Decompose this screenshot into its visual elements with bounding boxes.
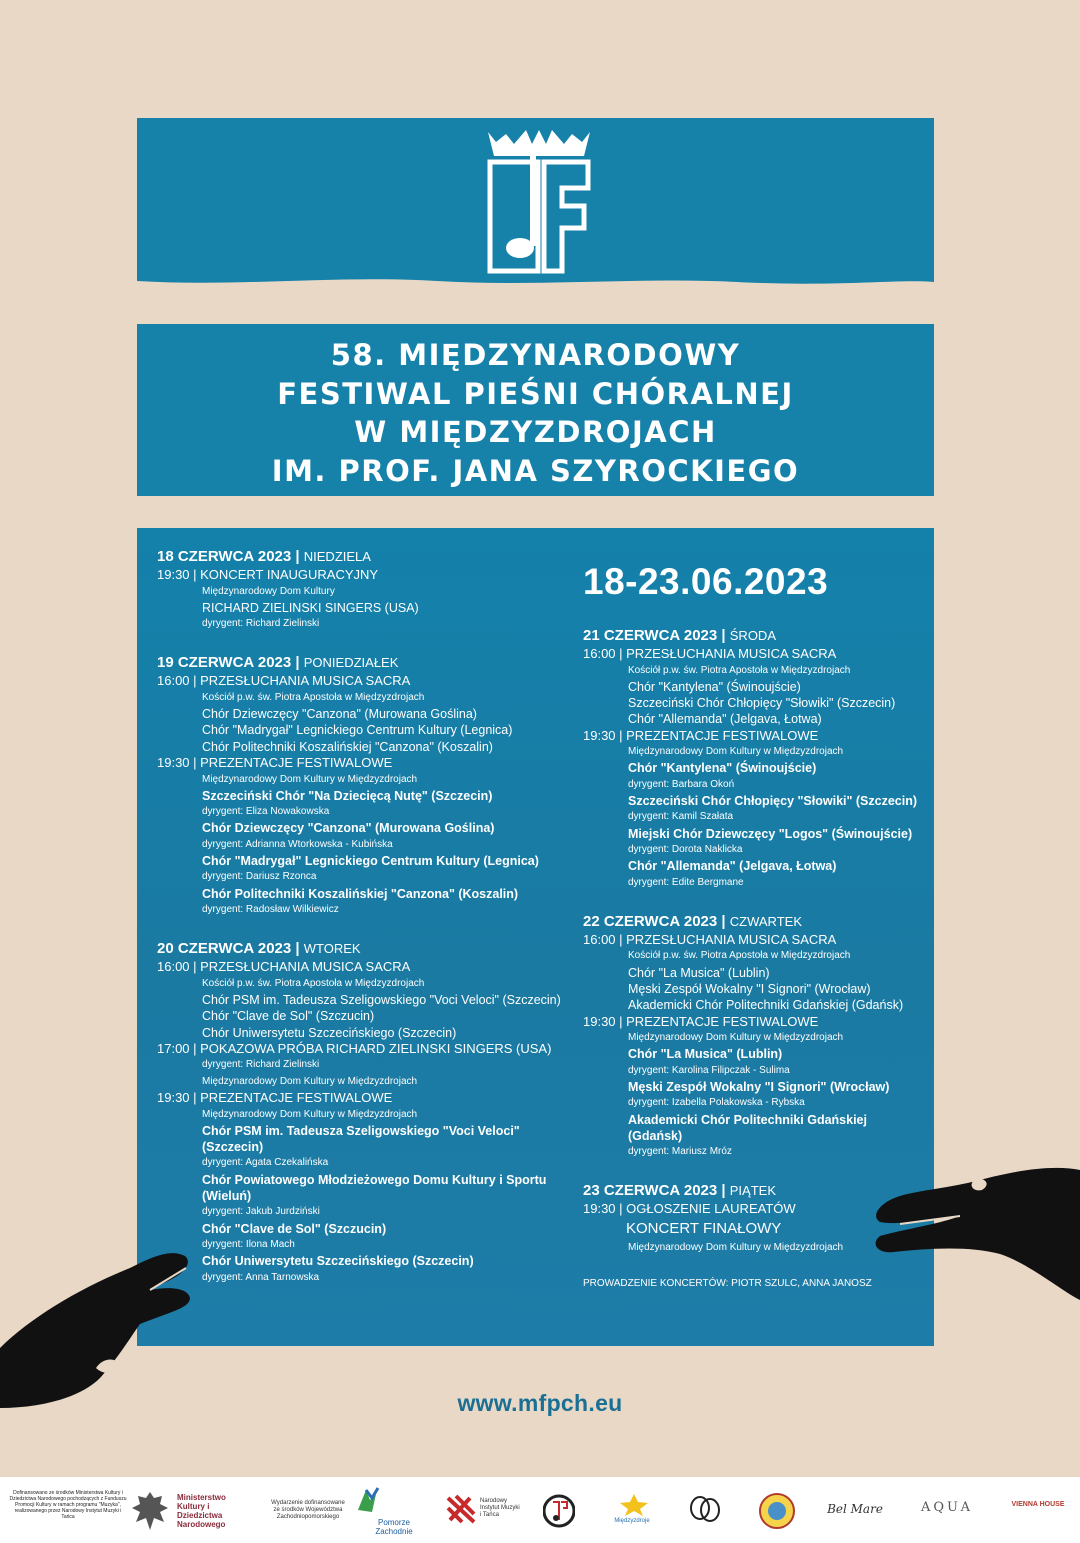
- day-heading: 19 CZERWCA 2023 | PONIEDZIAŁEK: [157, 654, 399, 672]
- mfpch-small-icon: [543, 1494, 575, 1528]
- aqua-logo: AQUA: [921, 1500, 973, 1515]
- wave-edge: [137, 273, 934, 289]
- conductor: dyrygent: Mariusz Mróz: [628, 1146, 732, 1158]
- performer: Chór "Madrygał" Legnickiego Centrum Kultury (Legnica): [202, 854, 539, 869]
- event-location: Międzynarodowy Dom Kultury w Międzyzdrojach: [628, 746, 844, 758]
- concert-hosts: PROWADZENIE KONCERTÓW: PIOTR SZULC, ANNA JANOSZ: [583, 1278, 872, 1290]
- event-heading: 16:00 | PRZESŁUCHANIA MUSICA SACRA: [157, 959, 411, 975]
- day-date: 18 CZERWCA 2023: [157, 548, 292, 565]
- day-heading: 20 CZERWCA 2023 | WTOREK: [157, 940, 361, 958]
- vienna-house-logo: VIENNA HOUSE: [1011, 1501, 1065, 1508]
- day-18: [157, 547, 562, 632]
- miedzyzdroje-star-icon: [616, 1492, 652, 1516]
- performer: Chór "Allemanda" (Jelgava, Łotwa): [628, 859, 837, 874]
- performer: RICHARD ZIELINSKI SINGERS (USA): [202, 600, 419, 615]
- conductor: dyrygent: Jakub Jurdziński: [202, 1206, 320, 1218]
- conductor: dyrygent: Anna Tarnowska: [202, 1271, 320, 1283]
- day-weekday: PONIEDZIAŁEK: [303, 655, 399, 671]
- festival-logo-icon: [486, 128, 592, 274]
- conductor: dyrygent: Kamil Szałata: [628, 811, 734, 823]
- event-heading: 19:30 | KONCERT INAUGURACYJNY: [157, 567, 379, 582]
- conductor: dyrygent: Karolina Filipczak - Sulima: [628, 1064, 790, 1076]
- day-date: 22 CZERWCA 2023: [583, 912, 718, 930]
- pomorze-logo: Pomorze Zachodnie: [375, 1518, 413, 1536]
- performer: Akademicki Chór Politechniki Gdańskiej (Gdańsk): [628, 1112, 867, 1143]
- performer: Chór "La Musica" (Lublin): [628, 1047, 783, 1062]
- performer: Szczeciński Chór "Na Dziecięcą Nutę" (Szczecin): [202, 788, 493, 803]
- conductor: dyrygent: Ilona Mach: [202, 1238, 295, 1250]
- day-weekday: PIĄTEK: [729, 1183, 777, 1199]
- day-heading: 23 CZERWCA 2023 | PIĄTEK: [583, 1182, 777, 1200]
- performer: Szczeciński Chór Chłopięcy "Słowiki" (Szczecin): [628, 794, 918, 809]
- performer: Chór Dziewczęcy "Canzona" (Murowana Goślina): [202, 707, 477, 722]
- website-link[interactable]: www.mfpch.eu: [457, 1390, 623, 1416]
- final-concert-title: KONCERT FINAŁOWY: [626, 1219, 782, 1237]
- event-heading: 16:00 | PRZESŁUCHANIA MUSICA SACRA: [583, 646, 837, 661]
- day-weekday: WTOREK: [303, 941, 361, 957]
- title-line: 58. MIĘDZYNARODOWY: [330, 338, 741, 372]
- performer: Chór "Clave de Sol" (Szczucin): [202, 1009, 375, 1024]
- event-heading: 16:00 | PRZESŁUCHANIA MUSICA SACRA: [157, 673, 411, 689]
- performer: Chór "Allemanda" (Jelgava, Łotwa): [628, 712, 822, 727]
- festival-title: [137, 336, 934, 490]
- title-line: FESTIWAL PIEŚNI CHÓRALNEJ: [277, 376, 794, 411]
- performer: Chór Uniwersytetu Szczecińskiego (Szczecin): [202, 1025, 457, 1040]
- voivodeship-note: Wydarzenie dofinansowane ze środków Województwa Zachodniopomorskiego: [271, 1500, 345, 1520]
- bel-mare-logo: Bel Mare: [827, 1502, 883, 1516]
- event-location: Kościół p.w. św. Piotra Apostoła w Międzyzdrojach: [628, 950, 851, 962]
- day-date: 19 CZERWCA 2023: [157, 654, 292, 672]
- nimit-logo: Narodowy Instytut Muzyki i Tańca: [480, 1498, 520, 1518]
- day-date: 23 CZERWCA 2023: [583, 1182, 718, 1200]
- event-heading: 16:00 | PRZESŁUCHANIA MUSICA SACRA: [583, 931, 837, 947]
- polish-eagle-icon: [130, 1490, 170, 1532]
- day-date: 21 CZERWCA 2023: [583, 627, 718, 644]
- day-weekday: CZWARTEK: [729, 913, 802, 929]
- conductor: dyrygent: Richard Zielinski: [202, 618, 320, 630]
- event-location: Międzynarodowy Dom Kultury w Międzyzdrojach: [628, 1241, 844, 1253]
- performer: Chór "Madrygał" Legnickiego Centrum Kultury (Legnica): [202, 723, 513, 738]
- event-heading: 19:30 | PREZENTACJE FESTIWALOWE: [157, 755, 393, 771]
- performer: Chór PSM im. Tadeusza Szeligowskiego "Voci Veloci" (Szczecin): [202, 993, 561, 1008]
- schedule-left-column: [157, 547, 562, 1307]
- ministry-logo: Ministerstwo Kultury i Dziedzictwa Narodowego: [177, 1493, 226, 1529]
- day-20: [157, 939, 562, 1286]
- event-location: Kościół p.w. św. Piotra Apostoła w Międzyzdrojach: [628, 664, 851, 676]
- conductor: dyrygent: Adrianna Wtorkowska - Kubińska: [202, 838, 393, 850]
- day-heading: 18 CZERWCA 2023 | NIEDZIELA: [157, 548, 371, 565]
- miedzyzdroje-logo: Międzyzdroje: [614, 1518, 650, 1524]
- title-line: W MIĘDZYZDROJACH: [354, 415, 717, 449]
- performer: Chór Uniwersytetu Szczecińskiego (Szczecin): [202, 1254, 474, 1269]
- event-location: Międzynarodowy Dom Kultury w Międzyzdrojach: [202, 1108, 418, 1120]
- conductor: dyrygent: Barbara Okoń: [628, 778, 735, 790]
- nimit-icon: [446, 1494, 476, 1524]
- performer: Chór PSM im. Tadeusza Szeligowskiego "Voci Veloci" (Szczecin): [202, 1123, 520, 1155]
- event-location: Międzynarodowy Dom Kultury w Międzyzdrojach: [202, 1075, 418, 1087]
- day-19: [157, 653, 562, 918]
- day-heading: 21 CZERWCA 2023 | ŚRODA: [583, 627, 776, 644]
- conductor: dyrygent: Radosław Wilkiewicz: [202, 903, 339, 915]
- day-21: [583, 626, 923, 891]
- title-line: IM. PROF. JANA SZYROCKIEGO: [271, 453, 800, 488]
- event-location: Międzynarodowy Dom Kultury w Międzyzdrojach: [202, 773, 418, 785]
- conductor: dyrygent: Edite Bergmane: [628, 876, 744, 888]
- performer: Chór Powiatowego Młodzieżowego Domu Kultury i Sportu (Wieluń): [202, 1172, 547, 1204]
- performer: Akademicki Chór Politechniki Gdańskiej (Gdańsk): [628, 998, 904, 1013]
- event-location: Kościół p.w. św. Piotra Apostoła w Międzyzdrojach: [202, 691, 425, 703]
- performer: Chór "Kantylena" (Świnoujście): [628, 761, 817, 776]
- performer: Chór Politechniki Koszalińskiej "Canzona" (Koszalin): [202, 739, 493, 754]
- day-22: [583, 912, 923, 1161]
- conductor: dyrygent: Dorota Naklicka: [628, 843, 743, 855]
- day-date: 20 CZERWCA 2023: [157, 940, 292, 958]
- performer: Chór "Clave de Sol" (Szczucin): [202, 1221, 387, 1236]
- community-seal-icon: [758, 1492, 796, 1530]
- conductor: dyrygent: Izabella Polakowska - Rybska: [628, 1097, 805, 1109]
- conductor: dyrygent: Eliza Nowakowska: [202, 806, 330, 818]
- funding-note: Dofinansowano ze środków Ministerstwa Kultury i Dziedzictwa Narodowego pochodzących z Funduszu Promocji Kultury w ramach programu "Muzyka", realizowanego przez Narodowy Instytut Muzyki i Tańca: [9, 1490, 127, 1520]
- event-heading: 19:30 | OGŁOSZENIE LAUREATÓW: [583, 1201, 796, 1217]
- event-heading: 17:00 | POKAZOWA PRÓBA RICHARD ZIELINSKI SINGERS (USA): [157, 1040, 552, 1056]
- event-heading: 19:30 | PREZENTACJE FESTIWALOWE: [157, 1090, 393, 1106]
- conductor: dyrygent: Dariusz Rzonca: [202, 871, 317, 883]
- theatre-masks-icon: [688, 1494, 722, 1526]
- conductor: dyrygent: Agata Czekalińska: [202, 1157, 329, 1169]
- event-location: Kościół p.w. św. Piotra Apostoła w Międzyzdrojach: [202, 977, 425, 989]
- day-23: [583, 1181, 923, 1256]
- performer: Miejski Chór Dziewczęcy "Logos" (Świnoujście): [628, 826, 913, 841]
- pomorze-zachodnie-icon: [352, 1486, 382, 1516]
- performer: Męski Zespół Wokalny "I Signori" (Wrocław): [628, 1079, 890, 1094]
- conductor: dyrygent: Richard Zielinski: [202, 1059, 320, 1071]
- event-heading: 19:30 | PREZENTACJE FESTIWALOWE: [583, 1013, 819, 1029]
- schedule-right-column: [583, 560, 923, 1291]
- performer: Chór Dziewczęcy "Canzona" (Murowana Goślina): [202, 821, 495, 836]
- day-heading: 22 CZERWCA 2023 | CZWARTEK: [583, 912, 802, 930]
- event-location: Międzynarodowy Dom Kultury: [202, 585, 335, 597]
- performer: Chór Politechniki Koszalińskiej "Canzona" (Koszalin): [202, 886, 519, 901]
- performer: Szczeciński Chór Chłopięcy "Słowiki" (Szczecin): [628, 696, 896, 711]
- event-heading: 19:30 | PREZENTACJE FESTIWALOWE: [583, 727, 819, 743]
- day-weekday: NIEDZIELA: [303, 549, 371, 564]
- event-location: Międzynarodowy Dom Kultury w Międzyzdrojach: [628, 1032, 844, 1044]
- performer: Chór "La Musica" (Lublin): [628, 965, 770, 980]
- festival-dates: 18-23.06.2023: [583, 561, 829, 602]
- performer: Męski Zespół Wokalny "I Signori" (Wrocław): [628, 981, 871, 996]
- performer: Chór "Kantylena" (Świnoujście): [628, 679, 801, 694]
- day-weekday: ŚRODA: [729, 628, 776, 643]
